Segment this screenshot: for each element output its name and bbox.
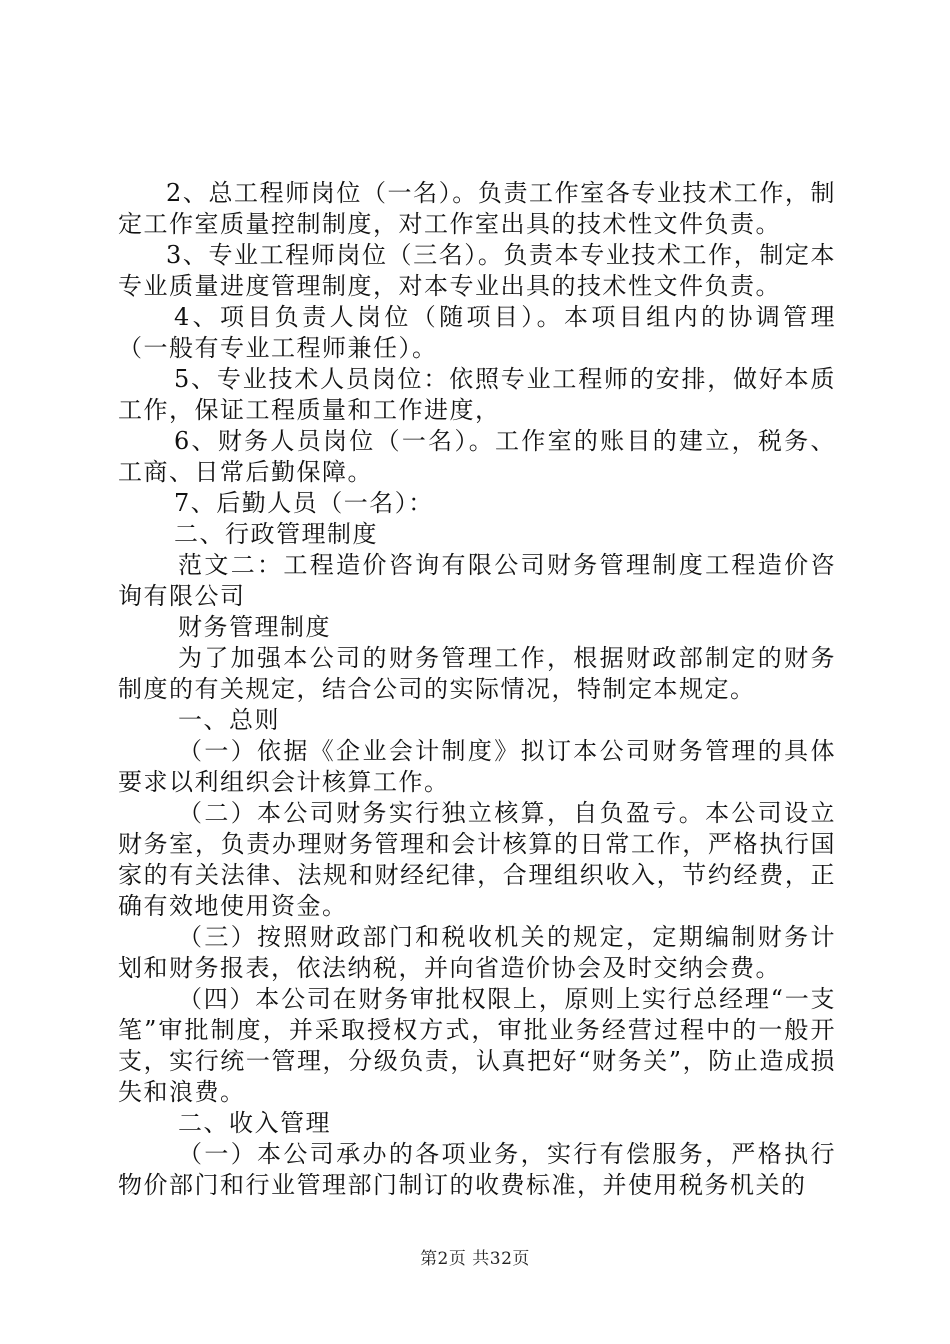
paragraph-finance-staff: 6、财务人员岗位（一名）。工作室的账目的建立，税务、工商、日常后勤保障。	[118, 427, 836, 486]
heading-administrative-rules: 二、行政管理制度	[174, 520, 378, 548]
paragraph-logistics-staff: 7、后勤人员（一名）：	[174, 489, 434, 517]
paragraph-project-leader: 4、项目负责人岗位（随项目）。本项目组内的协调管理（一般有专业工程师兼任）。	[118, 303, 836, 362]
paragraph-income-1: （一）本公司承办的各项业务，实行有偿服务，严格执行物价部门和行业管理部门制订的收费标准，并使用税务机关的	[118, 1140, 836, 1199]
paragraph-general-4: （四）本公司在财务审批权限上，原则上实行总经理“一支笔”审批制度，并采取授权方式，审批业务经营过程中的一般开支，实行统一管理，分级负责，认真把好“财务关”，防止造成损失和浪费。	[118, 985, 836, 1106]
paragraph-general-3: （三）按照财政部门和税收机关的规定，定期编制财务计划和财务报表，依法纳税，并向省造价协会及时交纳会费。	[118, 923, 836, 982]
page-number-footer: 第2页 共32页	[420, 1249, 530, 1269]
heading-financial-rules: 财务管理制度	[178, 613, 331, 641]
paragraph-technical-staff: 5、专业技术人员岗位：依照专业工程师的安排，做好本质工作，保证工程质量和工作进度，	[118, 365, 836, 424]
paragraph-purpose: 为了加强本公司的财务管理工作，根据财政部制定的财务制度的有关规定，结合公司的实际情况，特制定本规定。	[118, 644, 836, 703]
heading-income-management: 二、收入管理	[178, 1109, 331, 1137]
paragraph-sample-two-title: 范文二：工程造价咨询有限公司财务管理制度工程造价咨询有限公司	[118, 551, 836, 610]
paragraph-professional-engineer: 3、专业工程师岗位（三名）。负责本专业技术工作，制定本专业质量进度管理制度，对本专业出具的技术性文件负责。	[118, 241, 836, 300]
paragraph-general-2: （二）本公司财务实行独立核算，自负盈亏。本公司设立财务室，负责办理财务管理和会计核算的日常工作，严格执行国家的有关法律、法规和财经纪律，合理组织收入，节约经费，正确有效地使用资金。	[118, 799, 836, 920]
paragraph-chief-engineer: 2、总工程师岗位（一名）。负责工作室各专业技术工作，制定工作室质量控制制度，对工作室出具的技术性文件负责。	[118, 179, 836, 238]
document-body	[118, 178, 836, 1201]
heading-general-provisions: 一、总则	[178, 706, 280, 734]
paragraph-general-1: （一）依据《企业会计制度》拟订本公司财务管理的具体要求以利组织会计核算工作。	[118, 737, 836, 796]
